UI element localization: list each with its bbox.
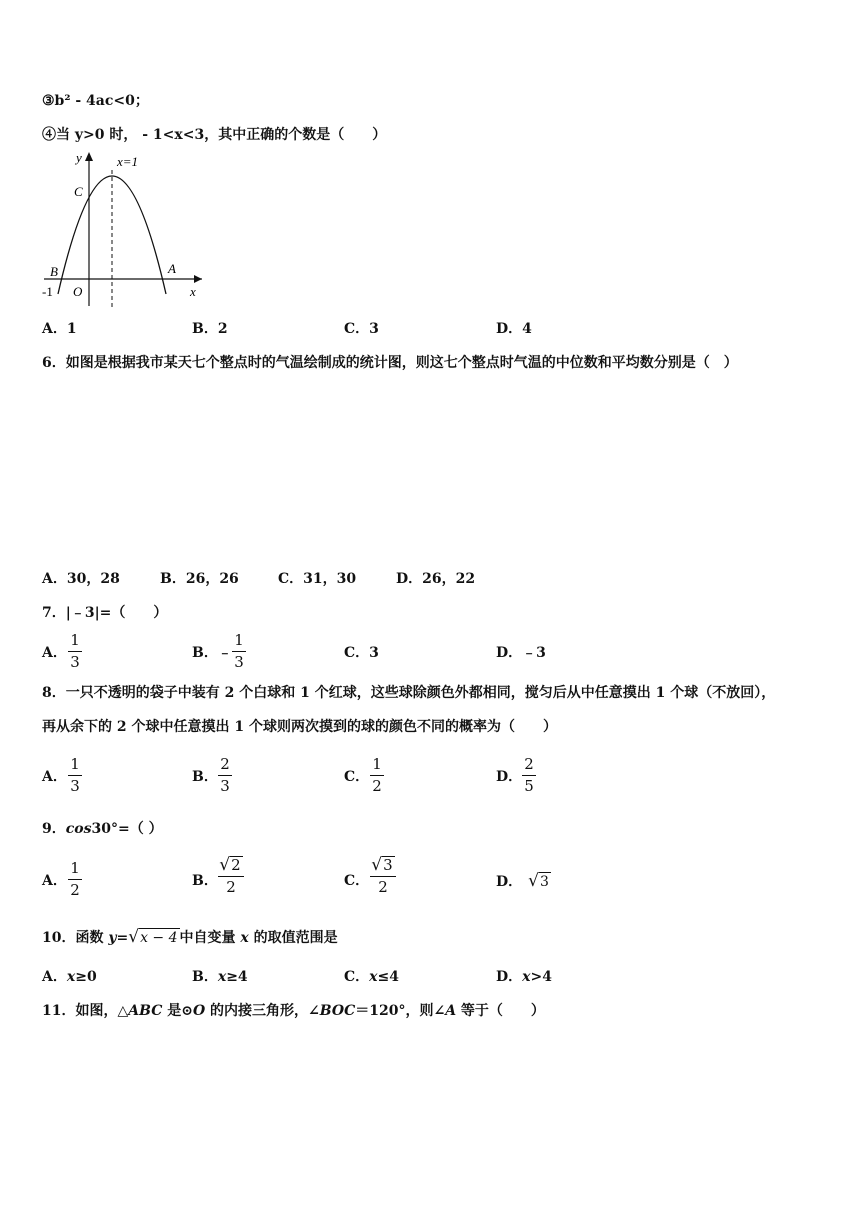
q8-b-fraction — [218, 756, 232, 795]
option-label: D． — [496, 969, 523, 985]
point-a-label: A — [168, 261, 176, 276]
q11-mid1: 是⊙ — [162, 1003, 193, 1019]
q6-option-d[interactable]: D．26，22 — [396, 571, 476, 587]
q9-a-fraction — [68, 860, 82, 899]
option-var: x — [217, 969, 227, 985]
q8-c-fraction — [370, 756, 384, 795]
option-label: A． — [42, 969, 67, 985]
q7-b-fraction — [232, 632, 246, 671]
q10-option-d[interactable] — [496, 968, 552, 986]
numerator: 1 — [372, 755, 382, 773]
q10-sqrt: √ x − 4 — [128, 927, 178, 947]
denominator: 3 — [70, 777, 80, 795]
point-c-label: C — [74, 184, 83, 199]
parabola-graph — [36, 148, 211, 308]
option-var: x — [522, 969, 531, 985]
origin-label: O — [73, 284, 83, 299]
q7-a-fraction — [68, 632, 82, 671]
radicand: 3 — [383, 856, 393, 874]
numerator: 1 — [70, 755, 80, 773]
q6-option-a[interactable]: A．30，28 — [42, 571, 120, 587]
q11-o: O — [192, 1003, 206, 1019]
numerator: 1 — [234, 631, 244, 649]
option-label: C． — [344, 969, 370, 985]
q9-b-fraction — [218, 856, 244, 896]
symmetry-label: x=1 — [117, 154, 139, 169]
q7-option-a[interactable]: A． — [42, 645, 67, 661]
condition-3: ③b² - 4ac<0； — [42, 93, 149, 109]
point-b-label: B — [50, 264, 58, 279]
q11-a: A — [445, 1003, 457, 1019]
radicand: 2 — [231, 856, 241, 874]
question-6: 6．如图是根据我市某天七个整点时的气温绘制成的统计图，则这七个整点时气温的中位数和平均数分别是（ ） — [42, 355, 738, 371]
q8-d-fraction — [522, 756, 536, 795]
q10-y: y — [108, 930, 117, 946]
q7-option-d[interactable]: D．﹣3 — [496, 645, 546, 661]
q9-rest: 30°=（ ） — [91, 821, 163, 837]
denominator: 2 — [372, 777, 382, 795]
q10-eq: = — [116, 930, 129, 946]
question-10 — [42, 928, 338, 947]
q10-mid: 中自变量 — [179, 930, 241, 946]
sqrt-numerator: √ 3 — [371, 855, 393, 875]
q9-c-fraction — [370, 856, 396, 896]
q5-option-a[interactable]: A．1 — [42, 321, 77, 337]
numerator: 1 — [70, 859, 80, 877]
x-axis-arrow — [194, 275, 202, 283]
q9-d-sqrt: √ 3 — [528, 871, 549, 891]
numerator: 1 — [70, 631, 80, 649]
question-11 — [42, 1002, 545, 1020]
q6-option-b[interactable]: B．26，26 — [160, 571, 239, 587]
q7-option-b[interactable]: B．﹣ — [192, 645, 232, 661]
numerator: 2 — [524, 755, 534, 773]
q5-option-c[interactable]: C．3 — [344, 321, 379, 337]
q10-x: x — [240, 930, 249, 946]
q10-prefix: 10．函数 — [42, 930, 109, 946]
q8-option-b[interactable]: B． — [192, 769, 218, 785]
sqrt-numerator: √ 2 — [219, 855, 241, 875]
q9-function: cos — [65, 821, 92, 837]
option-rel: ≥4 — [226, 969, 248, 985]
q6-option-c[interactable]: C．31，30 — [278, 571, 357, 587]
neg-one-label: -1 — [42, 284, 53, 299]
q10-radicand: x − 4 — [140, 930, 178, 946]
condition-4: ④当 y>0 时， - 1<x<3，其中正确的个数是（ ） — [42, 127, 387, 143]
radicand: 3 — [539, 874, 549, 890]
denominator: 2 — [378, 878, 388, 896]
option-rel: >4 — [530, 969, 552, 985]
option-rel: ≥0 — [75, 969, 97, 985]
q9-option-b[interactable]: B． — [192, 873, 218, 889]
q11-abc: ABC — [128, 1003, 163, 1019]
x-label: x — [190, 284, 196, 299]
numerator: 2 — [220, 755, 230, 773]
q10-option-b[interactable] — [192, 968, 248, 986]
denominator: 3 — [220, 777, 230, 795]
y-axis-arrow — [85, 152, 93, 161]
q9-option-a[interactable]: A． — [42, 873, 67, 889]
question-8-line-2: 再从余下的 2 个球中任意摸出 1 个球则两次摸到的球的颜色不同的概率为（ ） — [42, 719, 557, 735]
q11-prefix: 11．如图，△ — [42, 1003, 129, 1019]
question-8-line-1: 8．一只不透明的袋子中装有 2 个白球和 1 个红球，这些球除颜色外都相同，搅匀后从中任意摸出 1 个球（不放回）， — [42, 685, 776, 701]
q7-option-c[interactable]: C．3 — [344, 645, 379, 661]
q11-mid2: 的内接三角形，∠ — [205, 1003, 320, 1019]
q5-option-b[interactable]: B．2 — [192, 321, 228, 337]
option-var: x — [369, 969, 378, 985]
q8-option-d[interactable]: D． — [496, 769, 523, 785]
q9-option-c[interactable]: C． — [344, 873, 370, 889]
q11-boc: BOC — [319, 1003, 356, 1019]
denominator: 2 — [70, 881, 80, 899]
denominator: 5 — [524, 777, 534, 795]
q8-a-fraction — [68, 756, 82, 795]
q10-rest: 的取值范围是 — [248, 930, 338, 946]
q8-option-a[interactable]: A． — [42, 769, 67, 785]
option-rel: ≤4 — [377, 969, 399, 985]
q11-mid3: ＝120°，则∠ — [355, 1003, 446, 1019]
option-label: B． — [192, 969, 218, 985]
q8-option-c[interactable]: C． — [344, 769, 370, 785]
q10-option-c[interactable] — [344, 968, 399, 986]
question-9 — [42, 820, 163, 838]
q9-option-d[interactable] — [496, 872, 551, 891]
y-label: y — [76, 150, 82, 165]
denominator: 3 — [234, 653, 244, 671]
denominator: 3 — [70, 653, 80, 671]
denominator: 2 — [226, 878, 236, 896]
option-var: x — [66, 969, 76, 985]
question-7: 7．|﹣3|=（ ） — [42, 605, 168, 621]
q11-rest: 等于（ ） — [456, 1003, 545, 1019]
q5-option-d[interactable]: D．4 — [496, 321, 532, 337]
q9-prefix: 9． — [42, 821, 66, 837]
q9-d-label: D． — [496, 874, 523, 890]
q10-option-a[interactable] — [42, 968, 97, 986]
